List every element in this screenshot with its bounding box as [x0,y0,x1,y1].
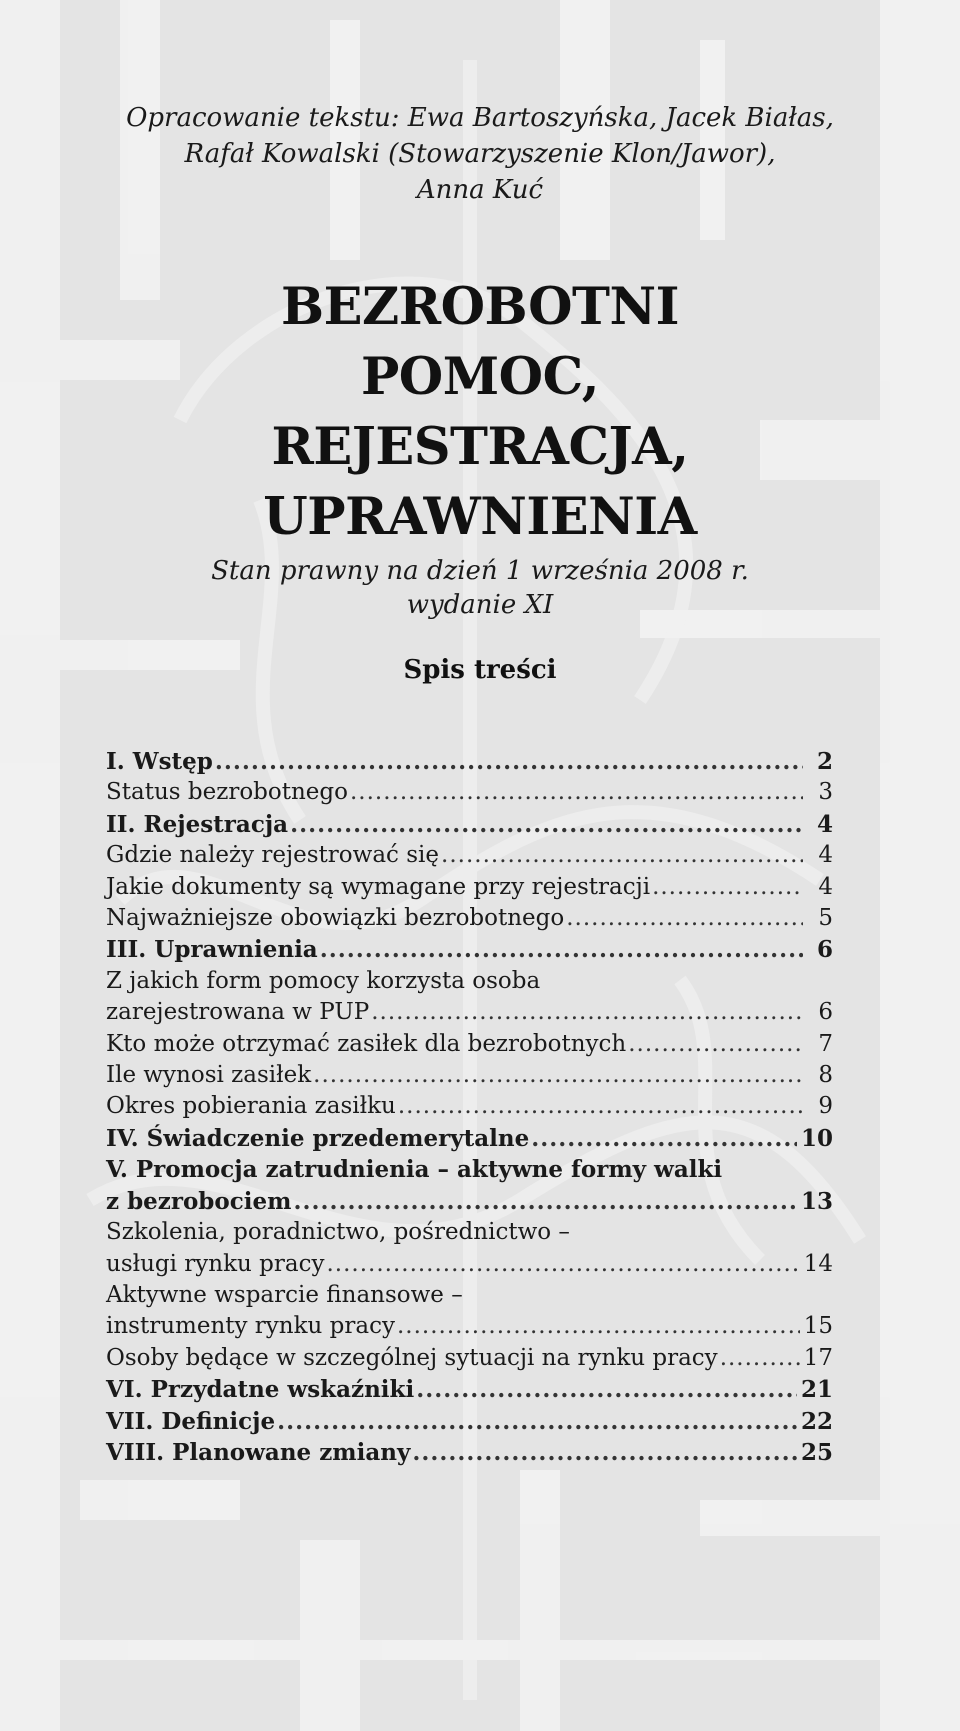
authors-line-3: Anna Kuć [416,175,544,205]
toc-leader-dots [416,1374,797,1405]
toc-entry-title: Najważniejsze obowiązki bezrobotnego [106,905,565,932]
toc-leader-dots [566,903,803,934]
toc-entry-page: 6 [816,936,833,964]
toc-leader-dots [531,1123,797,1154]
toc-entry-title: Z jakich form pomocy korzysta osoba [106,967,541,994]
toc-entry-osoby-w-szczegolnej-sytuacji[interactable] [106,1343,833,1374]
toc-entry-planowane-zmiany[interactable] [106,1437,833,1468]
toc-entry-promocja-zatrudnienia[interactable] [106,1154,833,1217]
toc-entry-page: 10 [800,1124,833,1152]
toc-entry-title-continued: instrumenty rynku pracy [106,1313,395,1340]
authors-block [0,100,960,208]
legal-status-date: Stan prawny na dzień 1 września 2008 r. [211,556,749,586]
toc-entry-page: 25 [800,1438,833,1466]
toc-entry-title: III. Uprawnienia [106,936,318,964]
toc-entry-title: VI. Przydatne wskaźniki [106,1376,415,1404]
toc-entry-title: VIII. Planowane zmiany [106,1438,411,1466]
toc-entry-title: II. Rejestracja [106,810,289,838]
authors-line-1: Opracowanie tekstu: Ewa Bartoszyńska, Jacek Białas, [126,103,834,133]
toc-leader-dots [320,934,803,965]
toc-entry-page: 5 [818,905,833,932]
toc-entry-kto-moze-otrzymac[interactable] [106,1029,833,1060]
toc-entry-title: Aktywne wsparcie finansowe – [106,1281,463,1308]
toc-leader-dots [290,809,803,840]
toc-entry-aktywne-wsparcie[interactable] [106,1280,833,1343]
toc-leader-dots [398,1091,803,1122]
subtitle-block [0,554,960,622]
toc-entry-page: 14 [803,1250,833,1277]
toc-entry-title: I. Wstęp [106,748,213,775]
toc-entry-title: Osoby będące w szczególnej sytuacji na rynku pracy [106,1344,718,1371]
toc-entry-page: 6 [818,999,833,1026]
toc-entry-swiadczenie[interactable] [106,1123,833,1154]
toc-leader-dots [441,840,803,871]
toc-entry-page: 4 [818,842,833,869]
toc-leader-dots [293,1186,797,1217]
toc-entry-title: IV. Świadczenie przedemerytalne [106,1124,530,1152]
toc-entry-page: 13 [800,1187,833,1215]
toc-leader-dots [652,872,803,903]
toc-leader-dots [628,1029,803,1060]
toc-entry-title: Szkolenia, poradnictwo, pośrednictwo – [106,1219,570,1246]
toc-leader-dots [412,1437,797,1468]
title-line-3: REJESTRACJA, [271,417,689,477]
toc-entry-wskazniki[interactable] [106,1374,833,1405]
toc-leader-dots [371,997,803,1028]
toc-entry-title: V. Promocja zatrudnienia – aktywne formy walki [106,1156,723,1184]
toc-leader-dots [277,1406,797,1437]
toc-entry-title-continued: zarejestrowana w PUP [106,999,370,1026]
toc-entry-definicje[interactable] [106,1406,833,1437]
toc-entry-title: Gdzie należy rejestrować się [106,842,440,869]
toc-entry-title: Status bezrobotnego [106,779,348,806]
toc-leader-dots [350,777,803,808]
toc-leader-dots [313,1060,803,1091]
toc-entry-uprawnienia[interactable] [106,934,833,965]
toc-leader-dots [215,746,803,777]
table-of-contents [106,746,833,1468]
toc-entry-page: 22 [800,1407,833,1435]
toc-entry-title: VII. Definicje [106,1407,276,1435]
toc-entry-page: 9 [818,1093,833,1120]
toc-entry-page: 8 [818,1062,833,1089]
toc-entry-title-continued: usługi rynku pracy [106,1250,325,1277]
toc-entry-page: 17 [803,1344,833,1371]
toc-heading: Spis treści [403,655,557,685]
toc-leader-dots [397,1311,800,1342]
toc-entry-dokumenty[interactable] [106,872,833,903]
title-line-2: POMOC, [360,347,600,407]
toc-entry-ile-wynosi[interactable] [106,1060,833,1091]
toc-entry-status-bezrobotnego[interactable] [106,777,833,808]
toc-entry-wstep[interactable] [106,746,833,777]
title-line-4: UPRAWNIENIA [263,487,697,547]
toc-entry-obowiazki[interactable] [106,903,833,934]
toc-entry-page: 4 [816,810,833,838]
toc-entry-page: 3 [818,779,833,806]
toc-entry-title: Ile wynosi zasiłek [106,1062,312,1089]
toc-entry-page: 2 [816,748,833,775]
toc-entry-page: 21 [800,1376,833,1404]
authors-line-2: Rafał Kowalski (Stowarzyszenie Klon/Jawor), [184,139,776,169]
toc-entry-title-continued: z bezrobociem [106,1187,292,1215]
toc-entry-page: 4 [818,873,833,900]
toc-entry-formy-pomocy[interactable] [106,966,833,1029]
toc-entry-page: 15 [803,1313,833,1340]
edition-label: wydanie XI [406,590,554,620]
toc-entry-rejestracja[interactable] [106,809,833,840]
toc-entry-szkolenia[interactable] [106,1217,833,1280]
toc-entry-gdzie-rejestrowac[interactable] [106,840,833,871]
toc-entry-page: 7 [818,1030,833,1057]
document-title [0,272,960,552]
toc-entry-title: Kto może otrzymać zasiłek dla bezrobotnych [106,1030,627,1057]
toc-entry-okres-pobierania[interactable] [106,1091,833,1122]
toc-entry-title: Okres pobierania zasiłku [106,1093,396,1120]
toc-leader-dots [326,1249,799,1280]
title-line-1: BEZROBOTNI [281,277,679,337]
toc-entry-title: Jakie dokumenty są wymagane przy rejestracji [106,873,651,900]
toc-leader-dots [720,1343,800,1374]
